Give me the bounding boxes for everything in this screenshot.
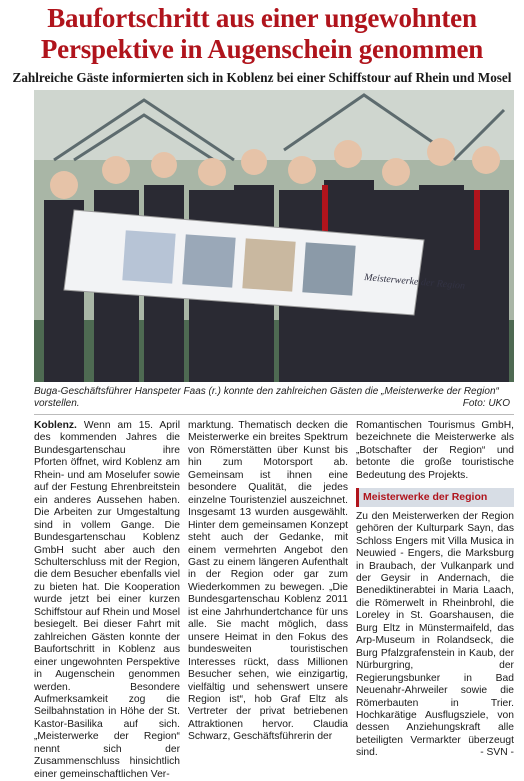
column-2 bbox=[188, 420, 348, 744]
body-text-col3a: Romantischen Tourismus GmbH, bezeichnete die Meisterwerke als „Botschafter der Region“ und betonte die große touristische Bedeutung des Projekts. bbox=[356, 420, 514, 481]
body-text-col3b: Zu den Meisterwerken der Region gehören der Kulturpark Sayn, das Schloss Engers mit Villa Musica in Neuwied - Engers, die Marksburg in Braubach, der Vulkanpark und der Geysir in Andernach, die Benediktinerabtei in Maria Laach, die Römerwelt in Rheinbrohl, die Loreley in St. Goarshausen, die Burg Eltz in Münstermaifeld, das Arp-Museum in Rolandseck, die Burg Pfalzgrafenstein in Kaub, der Nürburgring, der Regierungsbunker in Bad Neuenahr-Ahrweiler sowie die Römerbauten in Trier. Hochkarätige Ausflugsziele, von dessen Anziehungskraft alle beteiligten Vermarkter überzeugt sind. bbox=[356, 510, 514, 759]
group-photo bbox=[34, 90, 514, 382]
subheadline: Zahlreiche Gäste informierten sich in Koblenz bei einer Schiffstour auf Rhein und Mosel bbox=[12, 70, 512, 85]
headline: Baufortschritt aus einer ungewohnten Perspektive in Augenschein genommen bbox=[40, 3, 484, 64]
body-text-col2: marktung. Thematisch decken die Meisterwerke ein breites Spektrum von Römerstätten über Kunst bis hin zum Motorsport ab. Gemeinsam ist ihnen eine besondere Qualität, die jedes einzelne Touristenziel auszeichnet. Insgesamt 13 wurden ausgewählt. Hinter dem gemeinsamen Konzept steht auch der Gedanke, mit einem vermehrten Angebot den Gast zu einem längeren Aufenthalt in der Region oder gar zum Wiederkommen zu bewegen. „Die Bundesgartenschau Koblenz 2011 ist eine Jahrhundertchance für uns alle. Sie macht möglich, dass unsere Heimat in den Fokus des bundesweiten touristischen Interesses rückt, dass Millionen Besucher sehen, wie einzigartig, vielfältig und sehenswert unsere Region ist“, hob Graf Eltz als Vertreter der privat betriebenen Attraktionen hervor. Claudia Schwarz, Geschäftsführerin der bbox=[188, 420, 348, 743]
photo-caption bbox=[34, 386, 510, 410]
column-1 bbox=[34, 420, 180, 781]
divider bbox=[34, 414, 514, 415]
banner-text: Meisterwerke der Region bbox=[363, 272, 466, 292]
caption-text: Buga-Geschäftsführer Hanspeter Faas (r.) konnte den zahlreichen Gästen die „Meisterwerke der Region“ vorstellen. bbox=[34, 386, 499, 409]
dateline: Koblenz. bbox=[34, 420, 77, 431]
body-text-col1: Wenn am 15. April des kommenden Jahres die Bundesgartenschau ihre Pforten öffnet, wird Koblenz am Rhein- und am Moselufer sowie auf der Festung Ehrenbreitstein ein anderes Aussehen haben. Die Arbeiten zur Umgestaltung sind in vollem Gange. Die Bundesgartenschau Koblenz GmbH sucht aber auch den Schulterschluss mit der Region, die dem Besucher ebenfalls viel zu bieten hat. Die Kooperation wurde jetzt bei einer kurzen Schiffstour auf Rhein und Mosel besiegelt. Bei dieser Fahrt mit zahlreichen Gästen konnte der Baufortschritt in Koblenz aus einer ungewohnten Perspektive in Augenschein genommen werden. Besondere Aufmerksamkeit zog die Seilbahnstation in Höhe der St. Kastor-Basilika auf sich. „Meisterwerke der Region“ nennt sich der Zusammenschluss hinsichtlich einer gemeinschaftlichen Ver- bbox=[34, 420, 180, 780]
author-signature: - SVN - bbox=[480, 747, 514, 759]
column-3 bbox=[356, 420, 514, 760]
photo-credit: Foto: UKO bbox=[462, 398, 510, 409]
box-heading: Meisterwerke der Region bbox=[356, 488, 514, 506]
